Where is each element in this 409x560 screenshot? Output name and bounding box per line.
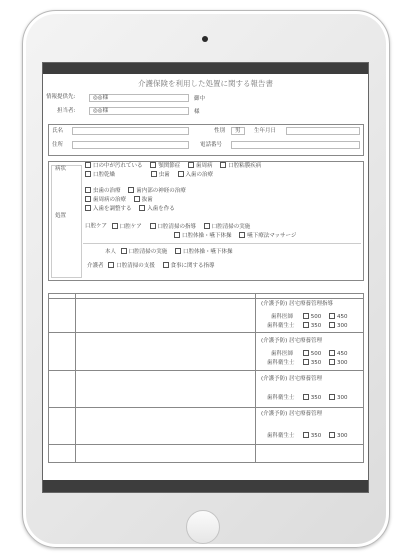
condition-item[interactable]: 入歯の治療 — [178, 172, 214, 178]
report-title: 介護保険を利用した処置に関する報告書 — [138, 79, 273, 88]
guidance-item[interactable]: 口腔清掃の支援 — [108, 263, 155, 269]
checkbox[interactable] — [188, 162, 194, 168]
care-item[interactable]: 口腔体操・嚥下体操 — [174, 233, 232, 239]
label-column — [51, 165, 82, 278]
billing-option[interactable]: 300 — [329, 360, 348, 366]
billing-line: 歯科医師 500 450 — [271, 350, 348, 357]
guidance-caregiver — [87, 262, 221, 270]
column-divider — [255, 294, 256, 462]
care-line-2 — [174, 232, 302, 240]
checkbox[interactable] — [174, 232, 180, 238]
billing-option[interactable]: 350 — [303, 360, 322, 366]
billing-option[interactable]: 300 — [329, 433, 348, 439]
care-item[interactable]: 口腔清掃の指導 — [150, 224, 197, 230]
care-item[interactable]: 口腔ケア — [112, 224, 142, 230]
caregiver-label: 介護者 — [87, 262, 104, 269]
sex-label: 性別 — [214, 128, 226, 134]
table-header — [49, 294, 363, 299]
row-divider — [49, 332, 363, 333]
camera-dot — [202, 36, 208, 42]
billing-line: 歯科衛生士 350 300 — [267, 322, 348, 329]
bottom-bar — [43, 480, 368, 492]
billing-heading: (介護予防) 居宅療養管理 — [261, 338, 323, 344]
billing-option[interactable]: 300 — [329, 323, 348, 329]
checkbox[interactable] — [303, 394, 309, 400]
checkbox[interactable] — [112, 223, 118, 229]
condition-item[interactable]: 口腔乾燥 — [85, 172, 115, 178]
checkbox[interactable] — [329, 322, 335, 328]
sex-value: 男 — [235, 128, 241, 134]
treatment-item[interactable]: 歯内部の神経の治療 — [128, 188, 186, 194]
billing-heading: (介護予防) 居宅療養管理 — [261, 376, 323, 382]
billing-option[interactable]: 350 — [303, 395, 322, 401]
condition-item[interactable]: 口腔粘膜疾病 — [220, 163, 261, 169]
checkbox[interactable] — [108, 262, 114, 268]
checkbox[interactable] — [150, 162, 156, 168]
checkbox[interactable] — [175, 248, 181, 254]
row-divider — [49, 370, 363, 371]
checkbox[interactable] — [220, 162, 226, 168]
treatment-line-2 — [85, 196, 159, 204]
checkbox[interactable] — [303, 350, 309, 356]
billing-line: 歯科衛生士 350 300 — [267, 432, 348, 439]
checkbox[interactable] — [178, 171, 184, 177]
person-suffix: 様 — [194, 109, 200, 115]
column-divider — [75, 294, 76, 462]
birth-field[interactable] — [286, 127, 360, 135]
checkbox[interactable] — [128, 187, 134, 193]
treatment-item[interactable]: 歯周病の治療 — [85, 197, 126, 203]
guidance-item[interactable]: 食事に関する指導 — [163, 263, 215, 269]
address-label: 住所 — [52, 142, 64, 148]
provider-field[interactable] — [89, 94, 189, 102]
care-line-1 — [85, 223, 256, 231]
row-divider — [49, 407, 363, 408]
guidance-item[interactable]: 口腔体操・嚥下体操 — [175, 249, 233, 255]
condition-item[interactable]: 口の中が汚れている — [85, 163, 143, 169]
checkbox[interactable] — [329, 313, 335, 319]
checkbox[interactable] — [85, 171, 91, 177]
condition-line-1 — [85, 162, 267, 170]
billing-option[interactable]: 350 — [303, 323, 322, 329]
record-table — [48, 293, 364, 463]
checkbox[interactable] — [329, 350, 335, 356]
person-label: 担当者: — [57, 108, 76, 114]
billing-option[interactable]: 500 — [303, 314, 322, 320]
billing-line: 歯科衛生士 350 300 — [267, 394, 348, 401]
checkbox[interactable] — [303, 322, 309, 328]
divider — [83, 243, 361, 244]
checkbox[interactable] — [134, 196, 140, 202]
care-label: 口腔ケア — [85, 223, 108, 230]
sex-field[interactable] — [231, 127, 245, 135]
phone-field[interactable] — [231, 141, 360, 149]
checkbox[interactable] — [121, 248, 127, 254]
top-bar — [43, 63, 368, 74]
treatment-line-1 — [85, 187, 192, 195]
person-field[interactable] — [89, 107, 189, 115]
condition-item[interactable]: 歯周病 — [188, 163, 213, 169]
name-label: 氏名 — [52, 128, 64, 134]
address-field[interactable] — [72, 141, 189, 149]
checkbox[interactable] — [239, 232, 245, 238]
row-divider — [49, 444, 363, 445]
checkbox[interactable] — [329, 394, 335, 400]
checkbox[interactable] — [303, 359, 309, 365]
care-item[interactable]: 口腔清掃の実施 — [204, 224, 251, 230]
checkbox[interactable] — [150, 223, 156, 229]
self-label: 本人 — [105, 248, 117, 255]
checkbox[interactable] — [163, 262, 169, 268]
billing-option[interactable]: 450 — [329, 351, 348, 357]
condition-item[interactable]: 顎関節症 — [150, 163, 180, 169]
billing-option[interactable]: 300 — [329, 395, 348, 401]
treatment-item[interactable]: 入歯を調整する — [85, 206, 132, 212]
billing-heading: (介護予防) 居宅療養管理 — [261, 411, 323, 417]
phone-label: 電話番号 — [200, 142, 223, 148]
checkbox[interactable] — [303, 432, 309, 438]
birth-label: 生年月日 — [254, 128, 277, 134]
provider-suffix: 御中 — [194, 96, 206, 102]
checkbox[interactable] — [204, 223, 210, 229]
checkbox[interactable] — [85, 162, 91, 168]
condition-item[interactable]: 虫歯 — [151, 172, 170, 178]
treatment-item[interactable]: 入歯を作る — [139, 206, 175, 212]
treatment-line-3 — [85, 205, 181, 213]
provider-value: ◎◎様 — [93, 95, 109, 101]
billing-line: 歯科医師 500 450 — [271, 313, 348, 320]
screen — [42, 62, 369, 493]
guidance-self — [105, 248, 239, 256]
checkbox[interactable] — [303, 313, 309, 319]
treatment-item[interactable]: 虫歯の治療 — [85, 188, 121, 194]
checkbox[interactable] — [85, 187, 91, 193]
checkbox[interactable] — [329, 432, 335, 438]
billing-line: 歯科衛生士 350 300 — [267, 359, 348, 366]
checkbox[interactable] — [85, 205, 91, 211]
treatment-item[interactable]: 抜歯 — [134, 197, 153, 203]
treatment-label: 処置 — [55, 213, 67, 219]
name-field[interactable] — [72, 127, 189, 135]
billing-option[interactable]: 500 — [303, 351, 322, 357]
guidance-item[interactable]: 口腔清掃の実施 — [121, 249, 168, 255]
checkbox[interactable] — [329, 359, 335, 365]
provider-label: 情報提供先: — [46, 94, 76, 100]
care-item[interactable]: 嚥下療法マッサージ — [239, 233, 296, 239]
checkbox[interactable] — [151, 171, 157, 177]
checkbox[interactable] — [139, 205, 145, 211]
home-button[interactable] — [186, 510, 220, 544]
billing-option[interactable]: 450 — [329, 314, 348, 320]
condition-label: 病状 — [55, 166, 67, 172]
billing-heading: (介護予防) 居宅療養管理指導 — [261, 301, 334, 307]
billing-option[interactable]: 350 — [303, 433, 322, 439]
person-value: ◎◎様 — [93, 108, 109, 114]
condition-line-2 — [85, 171, 219, 179]
checkbox[interactable] — [85, 196, 91, 202]
